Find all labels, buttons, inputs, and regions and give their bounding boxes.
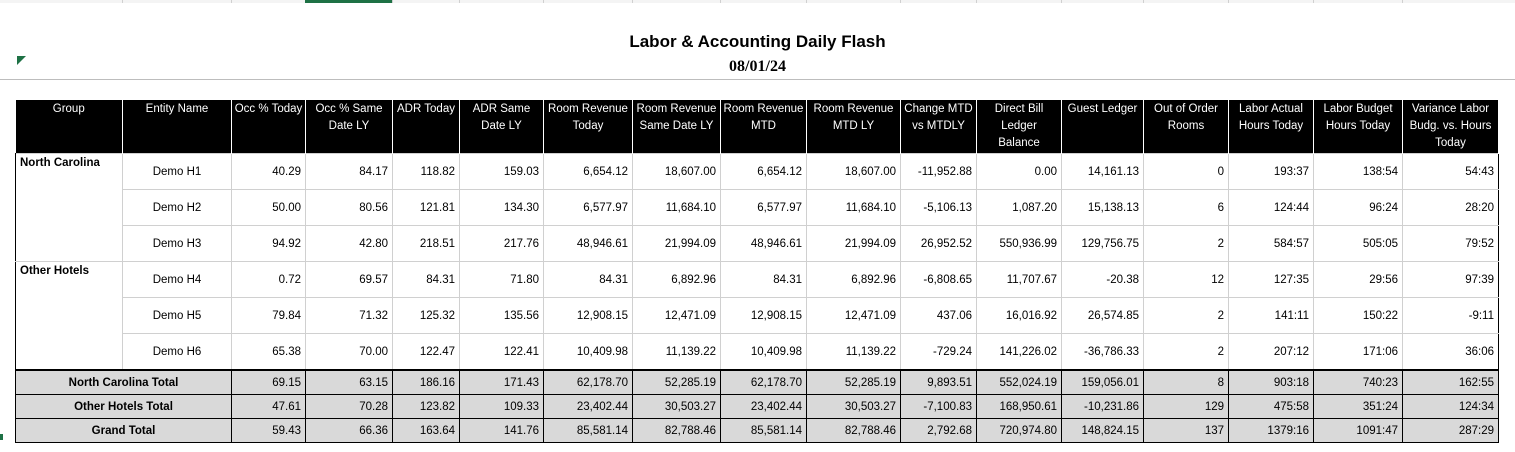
- variance-cell[interactable]: 54:43: [1403, 154, 1499, 190]
- col-header-direct-bill[interactable]: Direct Bill Ledger Balance: [977, 100, 1062, 154]
- col-header-guest-ledger[interactable]: Guest Ledger: [1062, 100, 1144, 154]
- labor-actual-cell[interactable]: 124:44: [1229, 190, 1314, 226]
- col-header-labor-actual[interactable]: Labor Actual Hours Today: [1229, 100, 1314, 154]
- rev-mtd-ly-cell[interactable]: 6,892.96: [807, 262, 901, 298]
- total-labor-actual[interactable]: 1379:16: [1229, 419, 1314, 443]
- labor-actual-cell[interactable]: 141:11: [1229, 298, 1314, 334]
- total-direct-bill[interactable]: 168,950.61: [977, 395, 1062, 419]
- total-occ-ly[interactable]: 70.28: [306, 395, 393, 419]
- variance-cell[interactable]: 28:20: [1403, 190, 1499, 226]
- direct-bill-cell[interactable]: 16,016.92: [977, 298, 1062, 334]
- direct-bill-cell[interactable]: 141,226.02: [977, 334, 1062, 371]
- col-header-labor-budget[interactable]: Labor Budget Hours Today: [1314, 100, 1403, 154]
- col-header-group[interactable]: Group: [16, 100, 123, 154]
- table-row: [16, 226, 1499, 262]
- table-header-row: [16, 100, 1499, 154]
- table-row: [16, 190, 1499, 226]
- total-adr[interactable]: 123.82: [393, 395, 460, 419]
- adr-ly-cell[interactable]: 159.03: [460, 154, 544, 190]
- change-cell[interactable]: -11,952.88: [901, 154, 977, 190]
- occ-ly-cell[interactable]: 70.00: [306, 334, 393, 371]
- total-rev-mtd[interactable]: 62,178.70: [721, 370, 807, 395]
- variance-cell[interactable]: 79:52: [1403, 226, 1499, 262]
- rev-ly-cell[interactable]: 11,139.22: [633, 334, 721, 371]
- variance-cell[interactable]: -9:11: [1403, 298, 1499, 334]
- out-of-order-cell[interactable]: 12: [1144, 262, 1229, 298]
- total-change[interactable]: 9,893.51: [901, 370, 977, 395]
- rev-mtd-cell[interactable]: 6,577.97: [721, 190, 807, 226]
- total-rev-mtd-ly[interactable]: 82,788.46: [807, 419, 901, 443]
- variance-cell[interactable]: 36:06: [1403, 334, 1499, 371]
- occ-cell[interactable]: 0.72: [232, 262, 306, 298]
- total-adr-ly[interactable]: 141.76: [460, 419, 544, 443]
- table-row: [16, 298, 1499, 334]
- guest-ledger-cell[interactable]: -20.38: [1062, 262, 1144, 298]
- total-change[interactable]: 2,792.68: [901, 419, 977, 443]
- total-variance[interactable]: 124:34: [1403, 395, 1499, 419]
- total-label[interactable]: Other Hotels Total: [16, 395, 232, 419]
- total-rev[interactable]: 85,581.14: [544, 419, 633, 443]
- labor-budget-cell[interactable]: 96:24: [1314, 190, 1403, 226]
- entity-cell[interactable]: Demo H5: [123, 298, 232, 334]
- labor-budget-cell[interactable]: 505:05: [1314, 226, 1403, 262]
- adr-cell[interactable]: 121.81: [393, 190, 460, 226]
- adr-ly-cell[interactable]: 71.80: [460, 262, 544, 298]
- occ-cell[interactable]: 94.92: [232, 226, 306, 262]
- rev-mtd-cell[interactable]: 84.31: [721, 262, 807, 298]
- total-rev-ly[interactable]: 82,788.46: [633, 419, 721, 443]
- row-marker: [0, 434, 3, 440]
- col-header-adr-today[interactable]: ADR Today: [393, 100, 460, 154]
- labor-budget-cell[interactable]: 29:56: [1314, 262, 1403, 298]
- total-label[interactable]: North Carolina Total: [16, 370, 232, 395]
- total-adr[interactable]: 186.16: [393, 370, 460, 395]
- occ-ly-cell[interactable]: 84.17: [306, 154, 393, 190]
- rev-cell[interactable]: 84.31: [544, 262, 633, 298]
- total-rev-mtd-ly[interactable]: 52,285.19: [807, 370, 901, 395]
- col-header-out-of-order[interactable]: Out of Order Rooms: [1144, 100, 1229, 154]
- out-of-order-cell[interactable]: 0: [1144, 154, 1229, 190]
- selected-column-indicator: [305, 0, 392, 3]
- change-cell[interactable]: -6,808.65: [901, 262, 977, 298]
- total-labor-budget[interactable]: 740:23: [1314, 370, 1403, 395]
- col-header-room-revenue-ly[interactable]: Room Revenue Same Date LY: [633, 100, 721, 154]
- report-date: 08/01/24: [729, 58, 786, 75]
- occ-cell[interactable]: 79.84: [232, 298, 306, 334]
- labor-actual-cell[interactable]: 193:37: [1229, 154, 1314, 190]
- out-of-order-cell[interactable]: 2: [1144, 226, 1229, 262]
- daily-flash-table: [15, 100, 1499, 443]
- out-of-order-cell[interactable]: 2: [1144, 334, 1229, 371]
- table-row: [16, 334, 1499, 371]
- total-rev-ly[interactable]: 52,285.19: [633, 370, 721, 395]
- adr-cell[interactable]: 122.47: [393, 334, 460, 371]
- total-rev-mtd[interactable]: 23,402.44: [721, 395, 807, 419]
- occ-cell[interactable]: 50.00: [232, 190, 306, 226]
- total-guest-ledger[interactable]: -10,231.86: [1062, 395, 1144, 419]
- adr-ly-cell[interactable]: 217.76: [460, 226, 544, 262]
- rev-cell[interactable]: 6,654.12: [544, 154, 633, 190]
- out-of-order-cell[interactable]: 6: [1144, 190, 1229, 226]
- total-variance[interactable]: 287:29: [1403, 419, 1499, 443]
- header-divider: [0, 79, 1515, 80]
- rev-ly-cell[interactable]: 11,684.10: [633, 190, 721, 226]
- adr-ly-cell[interactable]: 135.56: [460, 298, 544, 334]
- col-header-adr-ly[interactable]: ADR Same Date LY: [460, 100, 544, 154]
- rev-ly-cell[interactable]: 12,471.09: [633, 298, 721, 334]
- adr-ly-cell[interactable]: 122.41: [460, 334, 544, 371]
- adr-cell[interactable]: 125.32: [393, 298, 460, 334]
- rev-ly-cell[interactable]: 18,607.00: [633, 154, 721, 190]
- labor-actual-cell[interactable]: 127:35: [1229, 262, 1314, 298]
- total-labor-actual[interactable]: 903:18: [1229, 370, 1314, 395]
- total-row-grand: [16, 419, 1499, 443]
- total-rev-mtd[interactable]: 85,581.14: [721, 419, 807, 443]
- labor-budget-cell[interactable]: 150:22: [1314, 298, 1403, 334]
- variance-cell[interactable]: 97:39: [1403, 262, 1499, 298]
- rev-cell[interactable]: 6,577.97: [544, 190, 633, 226]
- occ-ly-cell[interactable]: 42.80: [306, 226, 393, 262]
- out-of-order-cell[interactable]: 2: [1144, 298, 1229, 334]
- total-guest-ledger[interactable]: 159,056.01: [1062, 370, 1144, 395]
- rev-cell[interactable]: 48,946.61: [544, 226, 633, 262]
- change-cell[interactable]: 26,952.52: [901, 226, 977, 262]
- entity-cell[interactable]: Demo H4: [123, 262, 232, 298]
- col-header-room-revenue-mtd-ly[interactable]: Room Revenue MTD LY: [807, 100, 901, 154]
- total-rev[interactable]: 62,178.70: [544, 370, 633, 395]
- group-cell[interactable]: North Carolina: [16, 154, 123, 262]
- total-out-of-order[interactable]: 137: [1144, 419, 1229, 443]
- rev-cell[interactable]: 10,409.98: [544, 334, 633, 371]
- total-rev-ly[interactable]: 30,503.27: [633, 395, 721, 419]
- guest-ledger-cell[interactable]: 129,756.75: [1062, 226, 1144, 262]
- occ-ly-cell[interactable]: 71.32: [306, 298, 393, 334]
- total-row-north-carolina: [16, 370, 1499, 395]
- occ-cell[interactable]: 40.29: [232, 154, 306, 190]
- occ-cell[interactable]: 65.38: [232, 334, 306, 371]
- rev-mtd-ly-cell[interactable]: 21,994.09: [807, 226, 901, 262]
- total-adr[interactable]: 163.64: [393, 419, 460, 443]
- entity-cell[interactable]: Demo H1: [123, 154, 232, 190]
- rev-mtd-ly-cell[interactable]: 12,471.09: [807, 298, 901, 334]
- rev-mtd-ly-cell[interactable]: 11,139.22: [807, 334, 901, 371]
- adr-cell[interactable]: 84.31: [393, 262, 460, 298]
- total-direct-bill[interactable]: 552,024.19: [977, 370, 1062, 395]
- col-header-entity-name[interactable]: Entity Name: [123, 100, 232, 154]
- direct-bill-cell[interactable]: 11,707.67: [977, 262, 1062, 298]
- rev-mtd-ly-cell[interactable]: 11,684.10: [807, 190, 901, 226]
- report-title: Labor & Accounting Daily Flash: [629, 32, 886, 51]
- col-header-variance[interactable]: Variance Labor Budg. vs. Hours Today: [1403, 100, 1499, 154]
- labor-actual-cell[interactable]: 207:12: [1229, 334, 1314, 371]
- change-cell[interactable]: -729.24: [901, 334, 977, 371]
- total-adr-ly[interactable]: 109.33: [460, 395, 544, 419]
- labor-budget-cell[interactable]: 171:06: [1314, 334, 1403, 371]
- total-occ[interactable]: 69.15: [232, 370, 306, 395]
- column-header-strip: [0, 0, 1515, 3]
- total-occ-ly[interactable]: 63.15: [306, 370, 393, 395]
- rev-mtd-cell[interactable]: 6,654.12: [721, 154, 807, 190]
- rev-ly-cell[interactable]: 21,994.09: [633, 226, 721, 262]
- direct-bill-cell[interactable]: 1,087.20: [977, 190, 1062, 226]
- col-header-occ-today[interactable]: Occ % Today: [232, 100, 306, 154]
- total-rev[interactable]: 23,402.44: [544, 395, 633, 419]
- table-row: [16, 154, 1499, 190]
- rev-mtd-ly-cell[interactable]: 18,607.00: [807, 154, 901, 190]
- total-occ-ly[interactable]: 66.36: [306, 419, 393, 443]
- occ-ly-cell[interactable]: 80.56: [306, 190, 393, 226]
- total-occ[interactable]: 47.61: [232, 395, 306, 419]
- total-labor-budget[interactable]: 351:24: [1314, 395, 1403, 419]
- col-header-occ-ly[interactable]: Occ % Same Date LY: [306, 100, 393, 154]
- rev-mtd-cell[interactable]: 48,946.61: [721, 226, 807, 262]
- total-row-other-hotels: [16, 395, 1499, 419]
- total-change[interactable]: -7,100.83: [901, 395, 977, 419]
- total-occ[interactable]: 59.43: [232, 419, 306, 443]
- table-row: [16, 262, 1499, 298]
- total-label[interactable]: Grand Total: [16, 419, 232, 443]
- labor-actual-cell[interactable]: 584:57: [1229, 226, 1314, 262]
- col-header-change-mtd[interactable]: Change MTD vs MTDLY: [901, 100, 977, 154]
- change-cell[interactable]: -5,106.13: [901, 190, 977, 226]
- direct-bill-cell[interactable]: 550,936.99: [977, 226, 1062, 262]
- guest-ledger-cell[interactable]: 15,138.13: [1062, 190, 1144, 226]
- adr-cell[interactable]: 118.82: [393, 154, 460, 190]
- total-variance[interactable]: 162:55: [1403, 370, 1499, 395]
- entity-cell[interactable]: Demo H6: [123, 334, 232, 371]
- occ-ly-cell[interactable]: 69.57: [306, 262, 393, 298]
- entity-cell[interactable]: Demo H3: [123, 226, 232, 262]
- total-labor-actual[interactable]: 475:58: [1229, 395, 1314, 419]
- col-header-room-revenue-today[interactable]: Room Revenue Today: [544, 100, 633, 154]
- labor-budget-cell[interactable]: 138:54: [1314, 154, 1403, 190]
- rev-cell[interactable]: 12,908.15: [544, 298, 633, 334]
- total-labor-budget[interactable]: 1091:47: [1314, 419, 1403, 443]
- entity-cell[interactable]: Demo H2: [123, 190, 232, 226]
- rev-ly-cell[interactable]: 6,892.96: [633, 262, 721, 298]
- total-rev-mtd-ly[interactable]: 30,503.27: [807, 395, 901, 419]
- rev-mtd-cell[interactable]: 12,908.15: [721, 298, 807, 334]
- total-out-of-order[interactable]: 8: [1144, 370, 1229, 395]
- col-header-room-revenue-mtd[interactable]: Room Revenue MTD: [721, 100, 807, 154]
- total-guest-ledger[interactable]: 148,824.15: [1062, 419, 1144, 443]
- group-cell[interactable]: Other Hotels: [16, 262, 123, 371]
- total-direct-bill[interactable]: 720,974.80: [977, 419, 1062, 443]
- total-out-of-order[interactable]: 129: [1144, 395, 1229, 419]
- change-cell[interactable]: 437.06: [901, 298, 977, 334]
- total-adr-ly[interactable]: 171.43: [460, 370, 544, 395]
- rev-mtd-cell[interactable]: 10,409.98: [721, 334, 807, 371]
- adr-cell[interactable]: 218.51: [393, 226, 460, 262]
- adr-ly-cell[interactable]: 134.30: [460, 190, 544, 226]
- guest-ledger-cell[interactable]: 26,574.85: [1062, 298, 1144, 334]
- guest-ledger-cell[interactable]: -36,786.33: [1062, 334, 1144, 371]
- direct-bill-cell[interactable]: 0.00: [977, 154, 1062, 190]
- guest-ledger-cell[interactable]: 14,161.13: [1062, 154, 1144, 190]
